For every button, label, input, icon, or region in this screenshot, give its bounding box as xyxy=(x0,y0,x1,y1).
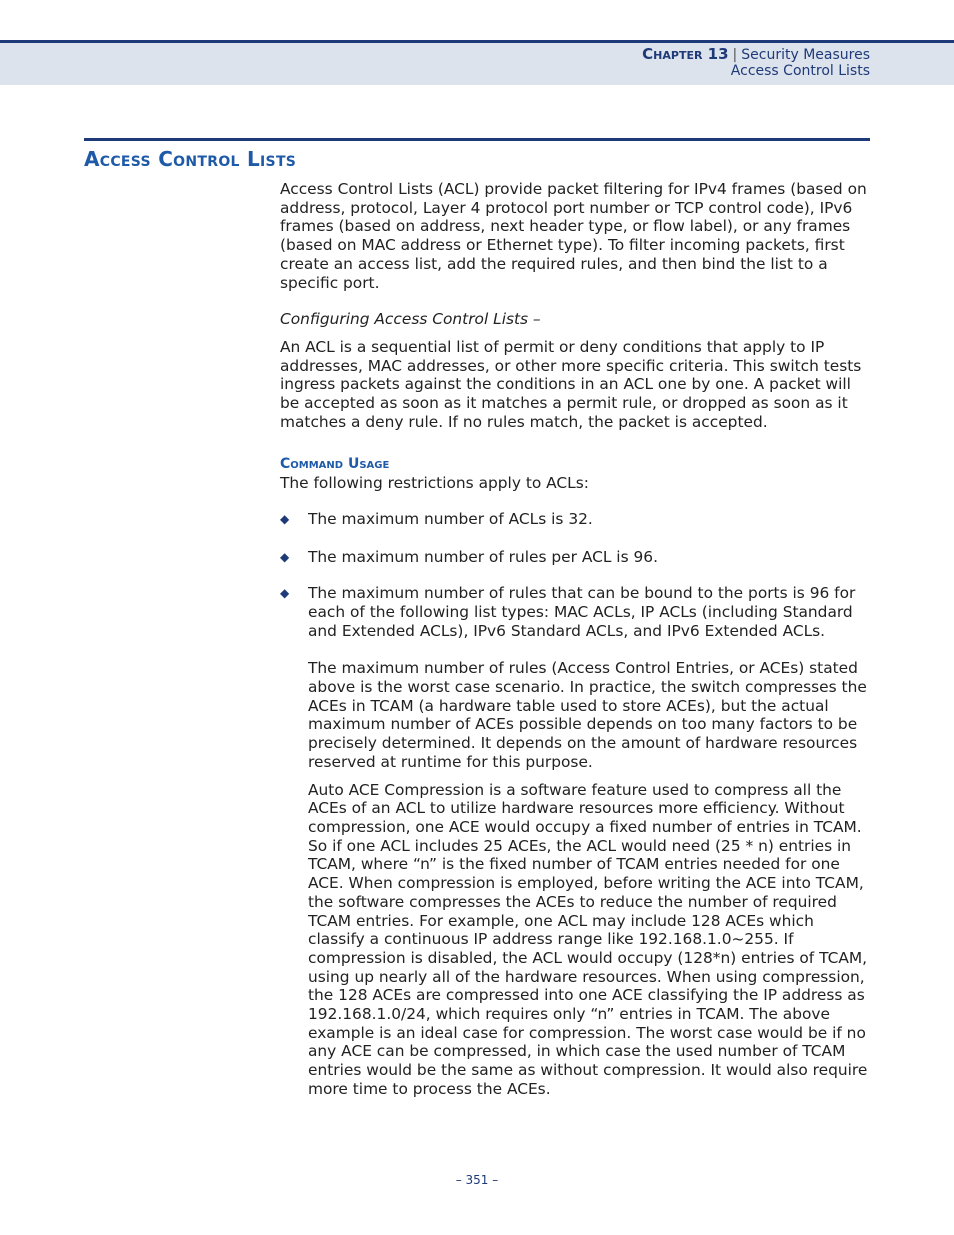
page-number: – 351 – xyxy=(455,1173,499,1187)
running-header-section: Access Control Lists xyxy=(730,63,870,79)
header-separator: | xyxy=(732,47,738,63)
diamond-bullet-icon: ◆ xyxy=(280,511,290,526)
intro-paragraph: Access Control Lists (ACL) provide packet filtering for IPv4 frames (based on address, protocol, Layer 4 protocol port number or TCP control code), IPv6 frames (based on address, next header type, or flow label), or any frames (based on MAC address or Ethernet type). To filter incoming packets, first create an access list, add the required rules, and then bind the list to a specific port. xyxy=(280,180,867,292)
command-usage-intro: The following restrictions apply to ACLs: xyxy=(280,474,589,493)
bullet-text: The maximum number of ACLs is 32. xyxy=(308,509,593,528)
chapter-label: Chapter 13 xyxy=(642,45,729,63)
main-content xyxy=(280,180,870,1099)
sub-paragraph: The maximum number of rules (Access Control Entries, or ACEs) stated above is the worst case scenario. In practice, the switch compresses the ACEs in TCAM (a hardware table used to store ACEs), but the actual maximum number of ACEs possible depends on too many factors to be precisely determined. It depends on the amount of hardware resources reserved at runtime for this purpose. xyxy=(308,659,867,771)
command-usage-heading: Command Usage xyxy=(280,456,390,473)
list-item xyxy=(280,510,870,529)
bullet-text: The maximum number of rules that can be bound to the ports is 96 for each of the following list types: MAC ACLs, IP ACLs (including Standard and Extended ACLs), IPv6 Standard ACLs, and IPv6 Extended ACLs. xyxy=(308,584,856,640)
section-title: Access Control Lists xyxy=(84,147,297,171)
list-item xyxy=(280,584,870,640)
diamond-bullet-icon: ◆ xyxy=(280,586,290,601)
sub-paragraph: Auto ACE Compression is a software feature used to compress all the ACEs of an ACL to utilize hardware resources more efficiency. Without compression, one ACE would occupy a fixed number of entries in TCAM. So if one ACL includes 25 ACEs, the ACL would need (25 * n) entries in TCAM, where “n” is the fixed number of TCAM entries needed for one ACE. When compression is employed, before writing the ACE into TCAM, the software compresses the ACEs to reduce the number of required TCAM entries. For example, one ACL may include 128 ACEs which classify a continuous IP address range like 192.168.1.0~255. If compression is disabled, the ACL would occupy (128*n) entries of TCAM, using up nearly all of the hardware resources. When using compression, the 128 ACEs are compressed into one ACE classifying the IP address as 192.168.1.0/24, which requires only “n” entries in TCAM. The above example is an ideal case for compression. The worst case would be if no any ACE can be compressed, in which case the used number of TCAM entries would be the same as without compression. It would also require more time to process the ACEs. xyxy=(308,780,868,1098)
configuring-heading: Configuring Access Control Lists – xyxy=(280,310,541,329)
bullet-text: The maximum number of rules per ACL is 96. xyxy=(308,547,658,566)
chapter-title: Security Measures xyxy=(741,47,870,63)
acl-description-paragraph: An ACL is a sequential list of permit or deny conditions that apply to IP addresses, MAC addresses, or other more specific criteria. This switch tests ingress packets against the conditions in an ACL one by one. A packet will be accepted as soon as it matches a permit rule, or dropped as soon as it matches a deny rule. If no rules match, the packet is accepted. xyxy=(280,337,862,431)
section-rule xyxy=(84,138,870,141)
diamond-bullet-icon: ◆ xyxy=(280,549,290,564)
running-header-chapter xyxy=(642,45,870,63)
list-item xyxy=(280,548,870,567)
